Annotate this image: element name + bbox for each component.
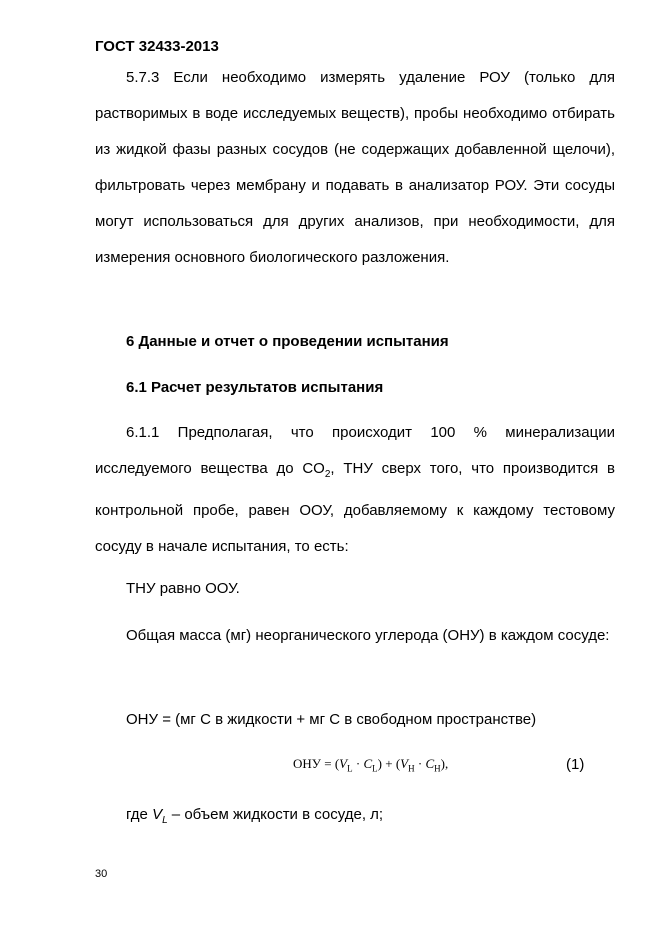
formula-var-v-2: V	[400, 756, 409, 771]
formula-var-c-2: C	[425, 756, 435, 771]
formula-var-c: C	[363, 756, 373, 771]
paragraph-onu-definition: ОНУ = (мг С в жидкости + мг С в свободном пространстве)	[126, 711, 537, 728]
formula-plus: +	[381, 756, 396, 771]
paragraph-5-7-3: 5.7.3 Если необходимо измерять удаление РОУ (только для растворимых в воде исследуемых веществ), пробы необходимо отбирать из жидкой фазы разных сосудов (не содержащих добавленной щелочи), фильтровать через мембрану и подавать в анализатор РОУ. Эти сосуды могут использоваться для других анализов, при необходимости, для измерения основного биологического разложения.	[95, 69, 615, 266]
where-prefix: где	[126, 806, 153, 823]
formula-dot-1: ·	[352, 756, 364, 771]
heading-6-1-block	[95, 378, 615, 398]
section-heading-6: 6 Данные и отчет о проведении испытания	[126, 333, 449, 350]
formula-sub-h: H	[408, 763, 415, 774]
paragraph-6-1-1-block	[95, 415, 615, 565]
page-number: 30	[95, 868, 108, 880]
formula-1	[293, 756, 448, 774]
paragraph-tnu-equals: ТНУ равно ООУ.	[126, 580, 240, 597]
equation-number: (1)	[566, 756, 585, 773]
paragraph-6-1-1	[95, 415, 615, 565]
paragraph-6-1-1-text-b: , ТНУ сверх того, что производится в контрольной пробе, равен ООУ, добавляемому к каждому тестовому сосуду в начале испытания, то есть:	[95, 460, 615, 555]
paragraph-total-mass: Общая масса (мг) неорганического углерода (ОНУ) в каждом сосуде:	[126, 627, 610, 644]
paragraph-5-7-3-block	[95, 60, 615, 276]
where-suffix: – объем жидкости в сосуде, л;	[167, 806, 384, 823]
where-var-v: V	[152, 806, 163, 823]
formula-sub-h-2: H	[434, 763, 441, 774]
formula-sub-l-2: L	[372, 763, 378, 774]
formula-sub-l: L	[347, 763, 353, 774]
paragraph-total-mass-block	[95, 618, 615, 654]
document-header: ГОСТ 32433-2013	[95, 38, 219, 55]
formula-close-2: )	[440, 756, 445, 771]
formula-open-1: (	[334, 756, 340, 771]
paragraph-tnu-block	[95, 579, 615, 599]
paragraph-6-1-1-text-a: 6.1.1 Предполагая, что происходит 100 % минерализации исследуемого вещества до CO	[95, 424, 615, 477]
where-sub-l: L	[162, 815, 168, 826]
heading-6-block	[95, 332, 615, 352]
formula-end: ,	[444, 756, 449, 771]
formula-lhs: ОНУ =	[293, 756, 335, 771]
co2-subscript: 2	[324, 469, 331, 480]
formula-close-1: )	[377, 756, 382, 771]
section-heading-6-1: 6.1 Расчет результатов испытания	[126, 379, 384, 396]
paragraph-where	[95, 805, 615, 831]
formula-var-v: V	[339, 756, 348, 771]
paragraph-where-block	[95, 805, 615, 831]
formula-open-2: (	[395, 756, 401, 771]
formula-dot-2: ·	[414, 756, 426, 771]
paragraph-onu-definition-block	[95, 710, 615, 730]
